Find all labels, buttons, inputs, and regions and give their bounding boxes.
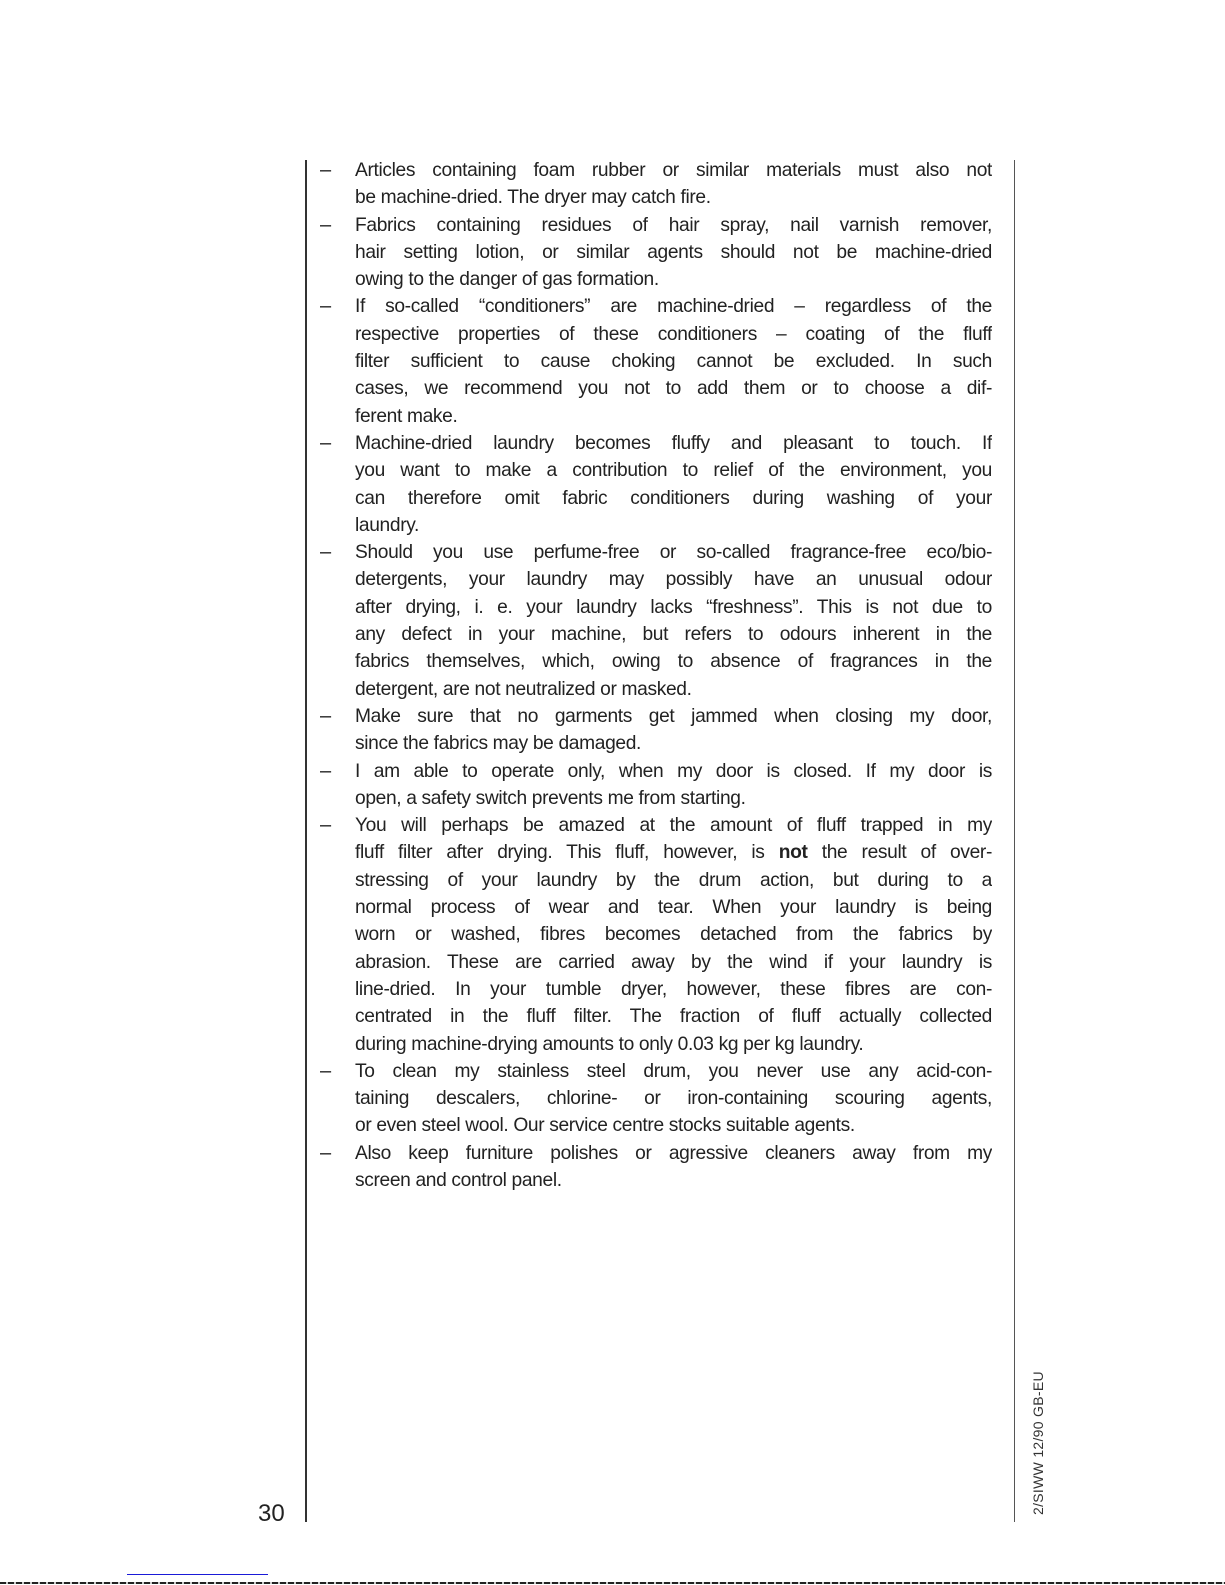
list-item <box>320 430 992 539</box>
text-line: you want to make a contribution to relief of the environment, you <box>355 460 992 482</box>
text-line: respective properties of these conditioners – coating of the fluff <box>355 323 992 345</box>
list-item <box>320 293 992 429</box>
text-line: any defect in your machine, but refers to odours inherent in the <box>355 624 992 646</box>
text-line: open, a safety switch prevents me from starting. <box>355 787 746 809</box>
bullet-dash: – <box>320 431 332 454</box>
page-bottom-edge <box>0 1582 1225 1584</box>
list-item <box>320 1058 992 1140</box>
text-line: after drying, i. e. your laundry lacks “freshness”. This is not due to <box>355 596 992 618</box>
bullet-dash: – <box>320 1141 332 1164</box>
text-line: line-dried. In your tumble dryer, however, these fibres are con- <box>355 978 992 1000</box>
text-segment: fluff filter after drying. This fluff, however, is <box>355 842 779 864</box>
text-line: Make sure that no garments get jammed when closing my door, <box>355 705 992 727</box>
list-item <box>320 1140 992 1195</box>
bullet-dash: – <box>320 759 332 782</box>
bullet-dash: – <box>320 213 332 236</box>
right-margin-rule <box>1014 160 1015 1522</box>
text-line <box>355 839 992 866</box>
text-line: screen and control panel. <box>355 1169 562 1191</box>
list-item <box>320 812 992 1058</box>
bullet-dash: – <box>320 704 332 727</box>
bullet-dash: – <box>320 159 332 181</box>
text-line: To clean my stainless steel drum, you never use any acid-con- <box>355 1060 992 1082</box>
list-item <box>320 157 992 212</box>
list-item <box>320 758 992 813</box>
bold-emphasis: not <box>778 842 808 864</box>
text-line: Should you use perfume-free or so-called fragrance-free eco/bio- <box>355 542 992 564</box>
text-line: laundry. <box>355 514 420 536</box>
page-number: 30 <box>258 1500 285 1527</box>
text-line: since the fabrics may be damaged. <box>355 733 642 755</box>
text-line: normal process of wear and tear. When your laundry is being <box>355 897 992 919</box>
text-line: Articles containing foam rubber or similar materials must also not <box>355 160 992 181</box>
text-line: fabrics themselves, which, owing to absence of fragrances in the <box>355 651 992 673</box>
text-line: detergent, are not neutralized or masked. <box>355 678 692 700</box>
text-line: can therefore omit fabric conditioners during washing of your <box>355 487 992 509</box>
text-segment: the result of over- <box>807 842 992 864</box>
instruction-list <box>320 157 992 1194</box>
text-line: detergents, your laundry may possibly have an unusual odour <box>355 569 992 591</box>
text-line: I am able to operate only, when my door is closed. If my door is <box>355 760 992 782</box>
text-line: worn or washed, fibres becomes detached from the fabrics by <box>355 924 992 946</box>
bullet-dash: – <box>320 814 332 837</box>
text-line: filter sufficient to cause choking cannot be excluded. In such <box>355 351 992 373</box>
text-line: or even steel wool. Our service centre stocks suitable agents. <box>355 1115 855 1137</box>
text-line: centrated in the fluff filter. The fraction of fluff actually collected <box>355 1006 992 1028</box>
text-line: Machine-dried laundry becomes fluffy and pleasant to touch. If <box>355 432 992 454</box>
list-item <box>320 539 992 703</box>
document-code: 2/SIWW 12/90 GB-EU <box>1030 1371 1046 1515</box>
text-line: stressing of your laundry by the drum action, but during to a <box>355 869 992 891</box>
text-line: cases, we recommend you not to add them or to choose a dif- <box>355 378 992 400</box>
text-line: taining descalers, chlorine- or iron-containing scouring agents, <box>355 1088 992 1110</box>
text-line: If so-called “conditioners” are machine-dried – regardless of the <box>355 296 992 318</box>
bullet-dash: – <box>320 295 332 318</box>
text-line: Fabrics containing residues of hair spray, nail varnish remover, <box>355 214 992 236</box>
text-line: You will perhaps be amazed at the amount of fluff trapped in my <box>355 815 992 837</box>
text-line: hair setting lotion, or similar agents should not be machine-dried <box>355 241 992 263</box>
text-line: be machine-dried. The dryer may catch fire. <box>355 187 711 209</box>
left-margin-rule <box>305 160 307 1522</box>
text-line: abrasion. These are carried away by the wind if your laundry is <box>355 951 992 973</box>
list-item <box>320 212 992 294</box>
list-item <box>320 703 992 758</box>
text-line: ferent make. <box>355 405 458 427</box>
text-line: owing to the danger of gas formation. <box>355 269 659 291</box>
scan-mark-line <box>127 1574 268 1575</box>
text-line: during machine-drying amounts to only 0.03 kg per kg laundry. <box>355 1033 864 1055</box>
bullet-dash: – <box>320 1059 332 1082</box>
bullet-dash: – <box>320 541 332 564</box>
text-line: Also keep furniture polishes or agressive cleaners away from my <box>355 1142 992 1164</box>
